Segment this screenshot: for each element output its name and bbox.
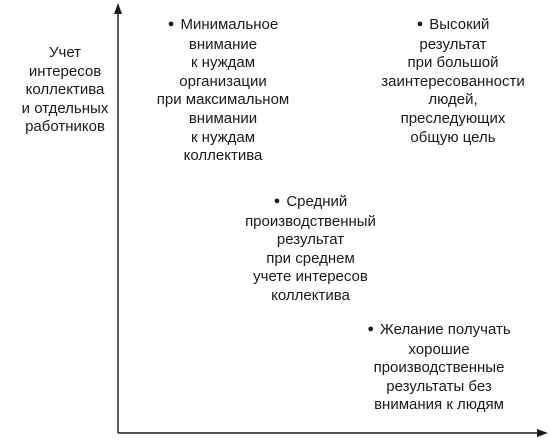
quadrant-text: коллектива	[183, 147, 263, 165]
quadrant-top-left	[148, 16, 298, 166]
bullet-icon: ●	[367, 323, 374, 335]
y-axis-arrow-icon	[114, 3, 122, 14]
quadrant-text: преследующих	[400, 109, 506, 127]
quadrant-text: заинтересованности	[381, 72, 525, 90]
y-axis-label-line: Учет	[48, 44, 82, 61]
quadrant-text: производственные	[373, 359, 505, 377]
quadrant-text: организации	[179, 72, 267, 90]
quadrant-text: общую цель	[410, 128, 496, 146]
y-axis-label-line: коллектива	[25, 81, 105, 99]
quadrant-text: при большой	[407, 54, 499, 72]
quadrant-text: Минимальное	[180, 16, 279, 33]
quadrant-text: учете интересов	[253, 268, 368, 286]
quadrant-line	[228, 193, 393, 213]
quadrant-text: людей,	[428, 91, 478, 109]
quadrant-text: Желание получать	[379, 321, 511, 338]
y-axis-label-line: и отдельных	[21, 99, 109, 117]
quadrant-text: внимание	[188, 35, 258, 53]
quadrant-text: Средний	[286, 193, 348, 210]
quadrant-text: хорошие	[408, 340, 470, 358]
quadrant-text: при максимальном	[156, 91, 290, 109]
quadrant-line	[148, 16, 298, 36]
quadrant-text: к нуждам	[190, 128, 256, 146]
quadrant-text: внимания к людям	[374, 396, 504, 414]
y-axis-label-line: интересов	[28, 62, 102, 80]
quadrant-text: при среднем	[266, 249, 355, 267]
y-axis-label-line: работников	[25, 118, 105, 136]
quadrant-text: к нуждам	[190, 54, 256, 72]
quadrant-bottom-right	[344, 321, 534, 415]
bullet-icon: ●	[167, 18, 175, 30]
x-axis-arrow-icon	[537, 429, 548, 437]
bullet-icon: ●	[273, 195, 281, 207]
quadrant-text: результат	[419, 35, 487, 53]
y-axis-label	[4, 44, 126, 137]
quadrant-text: Высокий	[429, 16, 490, 33]
quadrant-center	[228, 193, 393, 306]
quadrant-text: внимании	[188, 109, 258, 127]
quadrant-text: результаты без	[386, 377, 492, 395]
quadrant-text: производственный	[245, 212, 376, 230]
bullet-icon: ●	[416, 18, 424, 30]
quadrant-text: коллектива	[271, 286, 350, 304]
quadrant-text: результат	[276, 231, 345, 249]
quadrant-top-right	[378, 16, 528, 147]
quadrant-line	[344, 321, 534, 341]
quadrant-line	[378, 16, 528, 36]
